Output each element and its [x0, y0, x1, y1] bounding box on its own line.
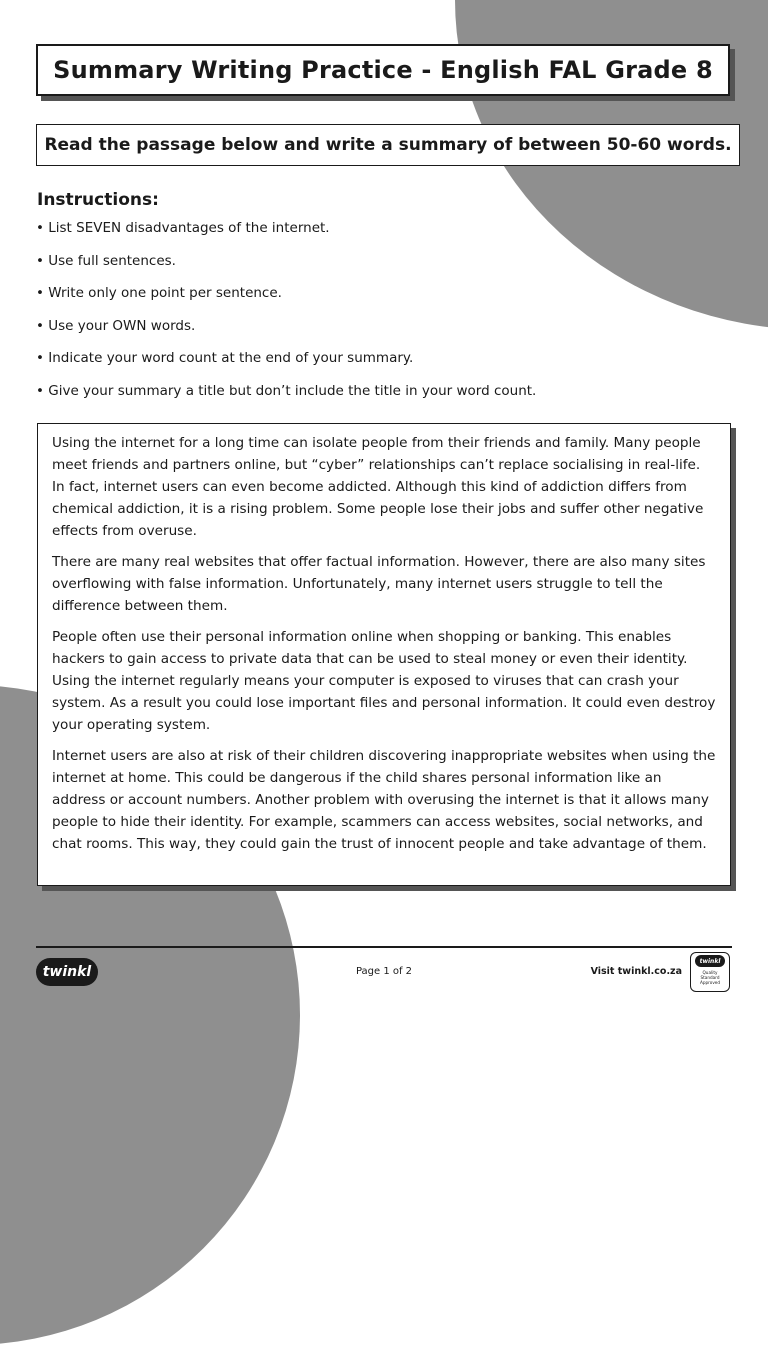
passage-paragraph: There are many real websites that offer factual information. However, there are also many sites overflowing with false information. Unfortunately, many internet users struggle to tell the difference between them. — [52, 554, 706, 614]
instruction-item: • Give your summary a title but don’t include the title in your word count. — [36, 382, 537, 399]
twinkl-logo: twinkl — [36, 958, 98, 986]
instruction-item: • Indicate your word count at the end of your summary. — [36, 350, 414, 366]
passage-paragraph: Internet users are also at risk of their children discovering inappropriate websites when using the internet at home. This could be dangerous if the child shares personal information like an address or account numbers. Another problem with overusing the internet is that it allows many people to hide their identity. For example, scammers can access websites, social networks, and chat rooms. This way, they could gain the trust of innocent people and take advantage of them. — [52, 748, 716, 852]
instructions-list — [36, 218, 536, 413]
page-number: Page 1 of 2 — [355, 966, 413, 977]
page-title: Summary Writing Practice - English FAL Grade 8 — [53, 56, 713, 84]
passage-box — [37, 423, 731, 886]
badge-logo: twinkl — [695, 955, 725, 967]
quality-badge — [690, 952, 730, 992]
visit-link[interactable]: Visit twinkl.co.za — [590, 966, 682, 977]
instruction-item: • Use full sentences. — [36, 252, 176, 269]
instruction-item: • List SEVEN disadvantages of the internet. — [36, 220, 330, 236]
passage-paragraph: People often use their personal information online when shopping or banking. This enables hackers to gain access to private data that can be used to steal money or even their identity. Using the internet regularly means your computer is exposed to viruses that can crash your system. As a result you could lose important files and personal information. It could even destroy your operating system. — [52, 629, 716, 733]
title-box — [36, 44, 730, 96]
footer-divider — [36, 946, 732, 948]
instructions-heading: Instructions: — [37, 190, 159, 210]
passage-paragraph: Using the internet for a long time can isolate people from their friends and family. Many people meet friends and partners online, but “cyber” relationships can’t replace socialising in real-life. In fact, internet users can even become addicted. Although this kind of addiction differs from chemical addiction, it is a rising problem. Some people lose their jobs and suffer other negative effects from overuse. — [52, 435, 704, 539]
badge-caption: Quality Standard Approved — [699, 970, 721, 985]
instruction-item: • Write only one point per sentence. — [36, 285, 282, 301]
task-box — [36, 124, 740, 166]
instruction-item: • Use your OWN words. — [36, 317, 196, 334]
task-instruction: Read the passage below and write a summary of between 50-60 words. — [44, 135, 732, 155]
